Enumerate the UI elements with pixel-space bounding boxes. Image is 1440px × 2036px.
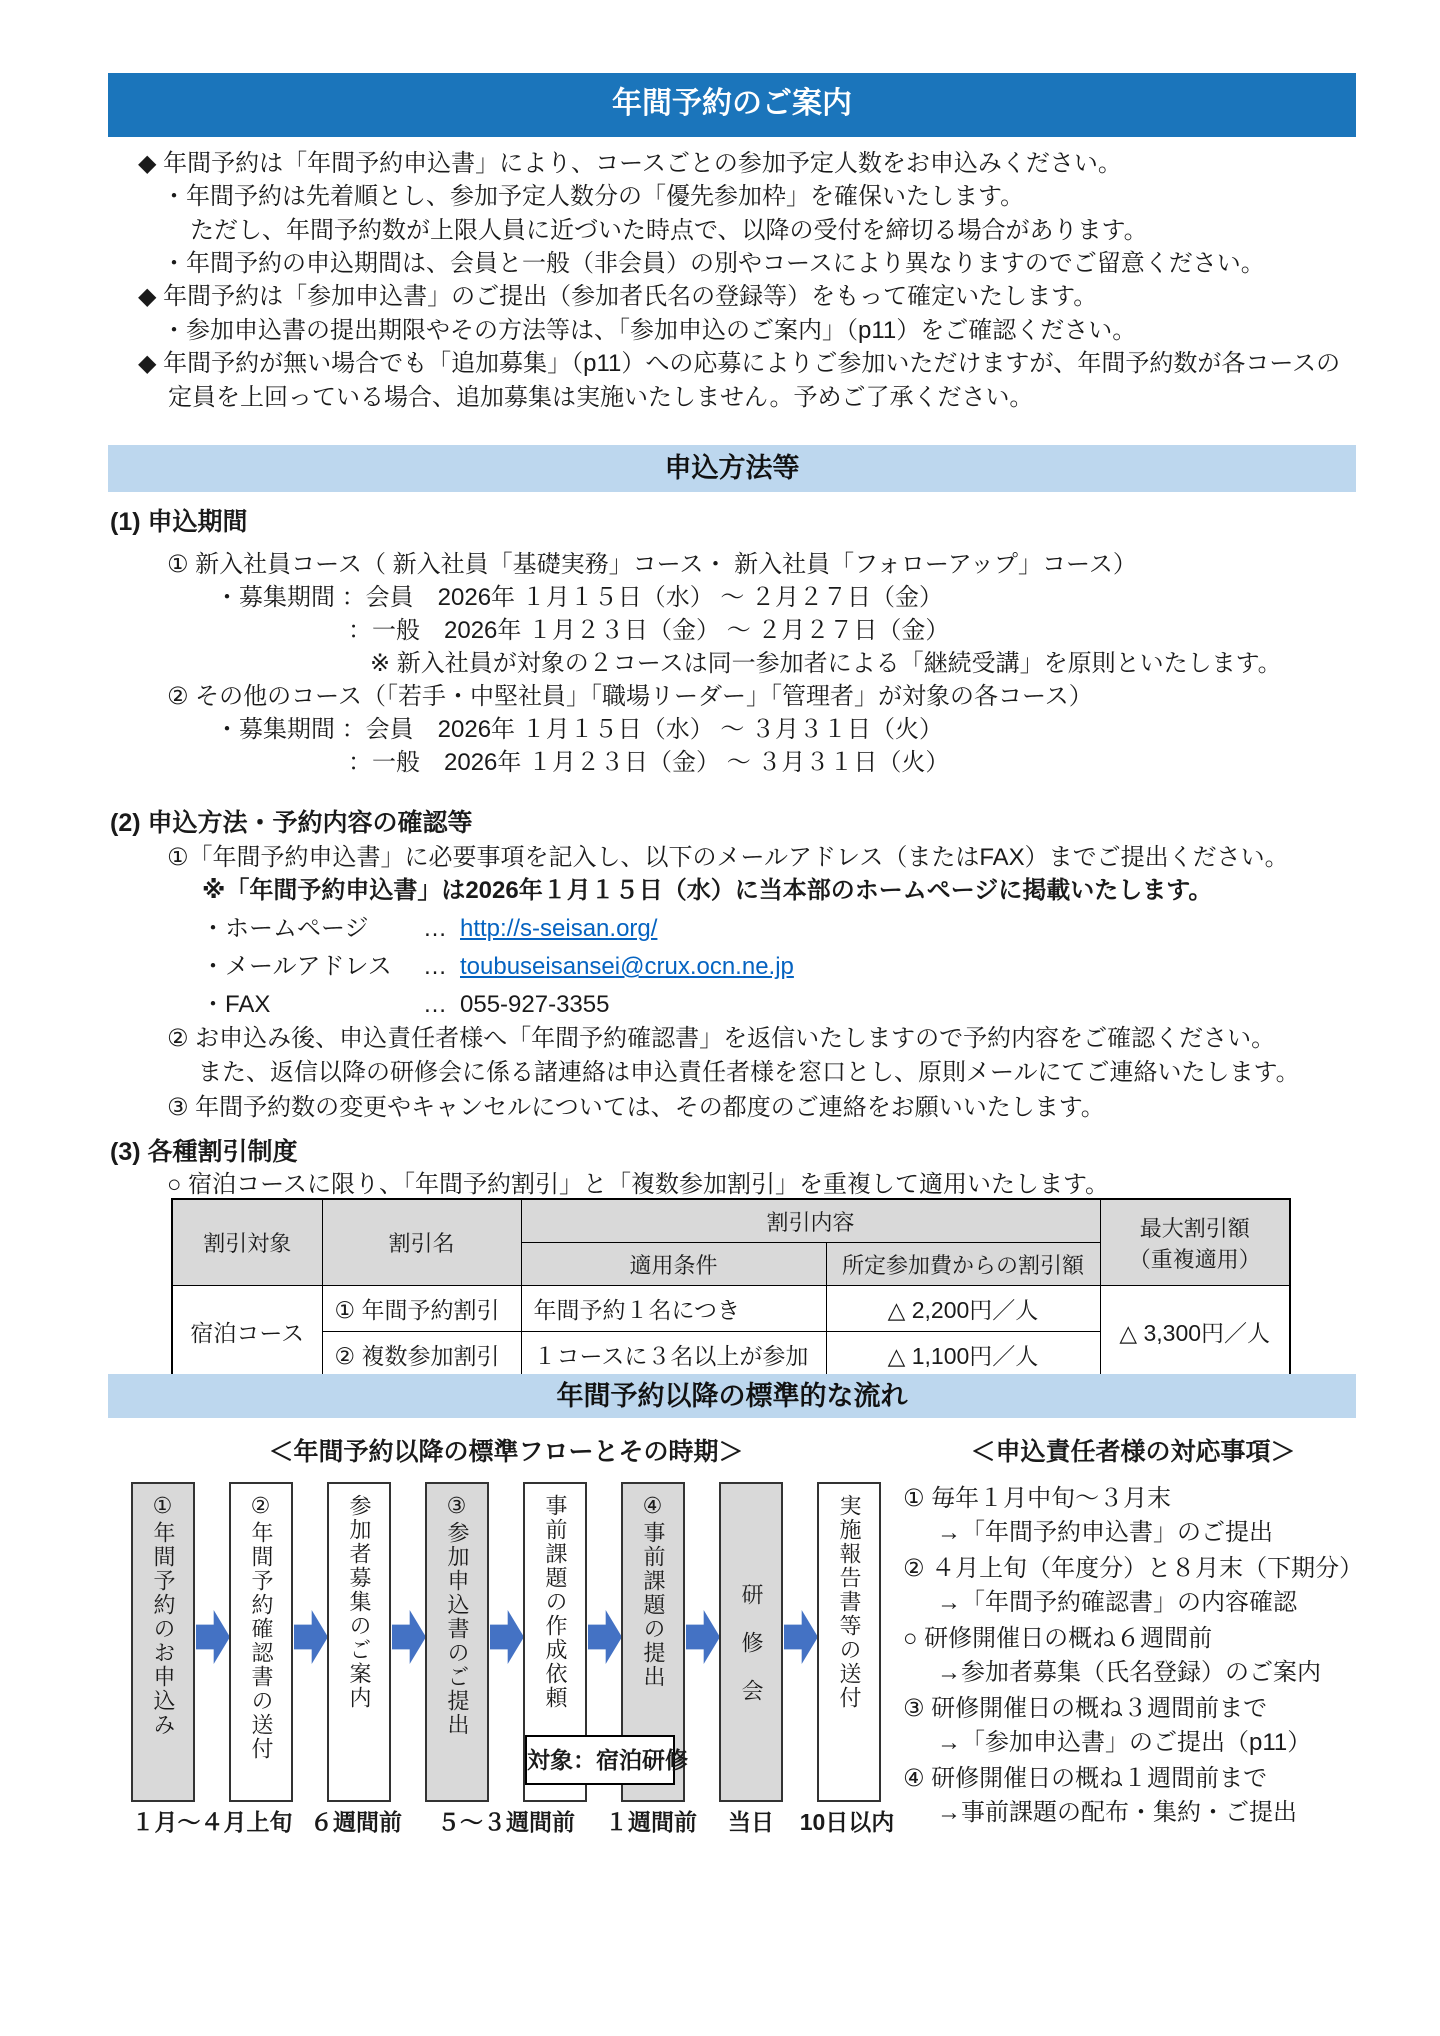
cell-amount-1: △ 2,200円／人 <box>826 1286 1100 1332</box>
flow-step-label: 研修会 <box>739 1583 764 1727</box>
s3-lead: ○ 宿泊コースに限り、「年間予約割引」と「複数参加割引」を重複して適用いたします。 <box>167 1171 1110 1198</box>
contact-separator: … <box>423 953 447 980</box>
cell-discount-name-1: ① 年間予約割引 <box>322 1286 521 1332</box>
table-row <box>172 1286 1290 1332</box>
s1-item1-period-general: ：一般 2026年 １月２３日（金） ～ ２月２７日（金） <box>348 617 950 644</box>
contact-label-fax: ・FAX <box>201 991 271 1018</box>
s1-item1: ① 新入社員コース（ 新入社員「基礎実務」コース・ 新入社員「フォローアップ」コース） <box>167 551 1137 578</box>
col-header-target: 割引対象 <box>172 1199 322 1286</box>
s1-item2: ② その他のコース（「若手・中堅社員」「職場リーダー」「管理者」が対象の各コース） <box>167 683 1093 710</box>
s1-item2-period-member: ・募集期間 ：会員 2026年 １月１５日（水） ～ ３月３１日（火） <box>215 716 944 743</box>
list-item <box>903 1762 1358 1830</box>
flow-badge-lodging: 対象：宿泊研修 <box>525 1735 675 1785</box>
flow-timing-5: 当日 <box>728 1809 774 1835</box>
list-item-line2: →「参加申込書」のご提出（p11） <box>937 1729 1312 1756</box>
contact-row-fax <box>201 988 609 1022</box>
heading-3: (3) 各種割引制度 <box>110 1138 298 1166</box>
flow-timing-2: ６週間前 <box>310 1809 402 1835</box>
list-item <box>903 1552 1364 1620</box>
page-title: 年間予約のご案内 <box>108 73 1356 137</box>
s2-item2: ② お申込み後、申込責任者様へ「年間予約確認書」を返信いたしますので予約内容をご確認ください。 <box>167 1025 1276 1052</box>
flow-step-participant-recruit <box>327 1482 391 1802</box>
section-bar-application: 申込方法等 <box>108 445 1356 492</box>
cell-target: 宿泊コース <box>172 1286 322 1379</box>
col-header-max-line2: （重複適用） <box>1128 1246 1261 1272</box>
flow-step-label: 実施報告書等の送付 <box>837 1494 862 1710</box>
flow-step-label: ①年間予約のお申込み <box>151 1494 176 1737</box>
list-item-line1: ④ 研修開催日の概ね１週間前まで <box>903 1765 1268 1792</box>
flow-step-label: 事前課題の作成依頼 <box>543 1494 568 1710</box>
cell-discount-name-2: ② 複数参加割引 <box>322 1332 521 1379</box>
section-bar-flow: 年間予約以降の標準的な流れ <box>108 1374 1356 1418</box>
flow-arrow-icon <box>784 1610 818 1664</box>
list-item-line1: ② ４月上旬（年度分）と８月末（下期分） <box>903 1555 1364 1582</box>
intro-sub-3: ・参加申込書の提出期限やその方法等は、「参加申込のご案内」（p11）をご確認ください。 <box>162 317 1137 344</box>
col-header-content: 割引内容 <box>521 1199 1100 1243</box>
page-content <box>108 0 1364 2036</box>
list-item <box>903 1482 1358 1550</box>
flow-step-annual-reservation <box>131 1482 195 1802</box>
flow-arrow-icon <box>588 1610 622 1664</box>
list-item <box>903 1692 1358 1760</box>
flow-step-confirmation-sent <box>229 1482 293 1802</box>
homepage-link[interactable]: http://s-seisan.org/ <box>460 915 658 942</box>
flow-arrow-icon <box>196 1610 230 1664</box>
flow-step-label: ②年間予約確認書の送付 <box>249 1494 274 1761</box>
flow-left-heading: ＜年間予約以降の標準フローとその時期＞ <box>268 1438 744 1466</box>
s2-item2-cont: また、返信以降の研修会に係る諸連絡は申込責任者様を窓口とし、原則メールにてご連絡いたします。 <box>198 1059 1300 1086</box>
intro-sub-1-cont: ただし、年間予約数が上限人員に近づいた時点で、以降の受付を締切る場合があります。 <box>190 217 1148 244</box>
flow-step-training-session <box>719 1482 783 1802</box>
intro-sub-2: ・年間予約の申込期間は、会員と一般（非会員）の別やコースにより異なりますのでご留意ください。 <box>162 250 1265 277</box>
list-item-line1: ○ 研修開催日の概ね６週間前 <box>903 1625 1213 1652</box>
flow-arrow-icon <box>490 1610 524 1664</box>
s2-item3: ③ 年間予約数の変更やキャンセルについては、その都度のご連絡をお願いいたします。 <box>167 1094 1105 1121</box>
list-item <box>903 1622 1358 1690</box>
flow-timing-6: 10日以内 <box>799 1809 895 1835</box>
list-item-line2: →「年間予約申込書」のご提出 <box>937 1519 1273 1546</box>
heading-1: (1) 申込期間 <box>110 508 248 536</box>
flow-timing-3: ５～３週間前 <box>437 1809 575 1835</box>
cell-condition-1: 年間予約１名につき <box>521 1286 826 1332</box>
s2-item1: ①「年間予約申込書」に必要事項を記入し、以下のメールアドレス（またはFAX）までご提出ください。 <box>167 844 1289 871</box>
email-link[interactable]: toubuseisansei@crux.ocn.ne.jp <box>460 953 794 980</box>
cell-max-amount: △ 3,300円／人 <box>1100 1286 1290 1379</box>
cell-amount-2: △ 1,100円／人 <box>826 1332 1100 1379</box>
contact-label-email: ・メールアドレス <box>201 953 392 980</box>
list-item-line1: ① 毎年１月中旬～３月末 <box>903 1485 1172 1512</box>
flow-timing-4: １週間前 <box>605 1809 697 1835</box>
s1-item1-note: ※ 新入社員が対象の２コースは同一参加者による「継続受講」を原則といたします。 <box>370 650 1282 677</box>
flow-step-label: ③参加申込書のご提出 <box>445 1494 470 1737</box>
flow-step-report-sent <box>817 1482 881 1802</box>
flow-arrow-icon <box>686 1610 720 1664</box>
list-item-line2: →参加者募集（氏名登録）のご案内 <box>937 1659 1321 1686</box>
flow-step-label: 参加者募集のご案内 <box>347 1494 372 1710</box>
contact-row-homepage <box>201 912 657 946</box>
list-item-line1: ③ 研修開催日の概ね３週間前まで <box>903 1695 1268 1722</box>
intro-bullet-1: ◆ 年間予約は「年間予約申込書」により、コースごとの参加予定人数をお申込みください。 <box>138 150 1122 177</box>
flow-step-application-submit <box>425 1482 489 1802</box>
cell-condition-2: １コースに３名以上が参加 <box>521 1332 826 1379</box>
flow-timing-1: １月～４月上旬 <box>131 1809 293 1835</box>
flow-step-label: ④事前課題の提出 <box>641 1494 666 1689</box>
list-item-line2: →「年間予約確認書」の内容確認 <box>937 1589 1297 1616</box>
contact-separator: … <box>423 991 447 1018</box>
col-header-condition: 適用条件 <box>521 1243 826 1286</box>
fax-number: 055-927-3355 <box>460 991 610 1018</box>
flow-right-heading: ＜申込責任者様の対応事項＞ <box>970 1438 1296 1466</box>
s1-item1-period-member: ・募集期間 ：会員 2026年 １月１５日（水） ～ ２月２７日（金） <box>215 584 944 611</box>
intro-bullet-2: ◆ 年間予約は「参加申込書」のご提出（参加者氏名の登録等）をもって確定いたします。 <box>138 283 1098 310</box>
contact-separator: … <box>423 915 447 942</box>
col-header-max <box>1100 1199 1290 1286</box>
flow-arrow-icon <box>294 1610 328 1664</box>
contact-row-email <box>201 950 794 984</box>
col-header-amount: 所定参加費からの割引額 <box>826 1243 1100 1286</box>
s2-note: ※「年間予約申込書」は2026年１月１５日（水）に当本部のホームページに掲載いたします。 <box>202 877 1213 904</box>
heading-2: (2) 申込方法・予約内容の確認等 <box>110 809 473 837</box>
s1-item2-period-general: ：一般 2026年 １月２３日（金） ～ ３月３１日（火） <box>348 749 950 776</box>
discount-table <box>171 1198 1291 1379</box>
col-header-name: 割引名 <box>322 1199 521 1286</box>
intro-sub-1: ・年間予約は先着順とし、参加予定人数分の「優先参加枠」を確保いたします。 <box>162 183 1025 210</box>
contact-label-homepage: ・ホームページ <box>201 915 369 942</box>
flow-arrow-icon <box>392 1610 426 1664</box>
col-header-max-line1: 最大割引額 <box>1139 1215 1250 1241</box>
intro-bullet-3: ◆ 年間予約が無い場合でも「追加募集」（p11）への応募によりご参加いただけますが、年間予約数が各コースの定員を上回っている場合、追加募集は実施いたしません。予めご了承ください。 <box>138 350 1341 411</box>
list-item-line2: →事前課題の配布・集約・ご提出 <box>937 1799 1297 1826</box>
